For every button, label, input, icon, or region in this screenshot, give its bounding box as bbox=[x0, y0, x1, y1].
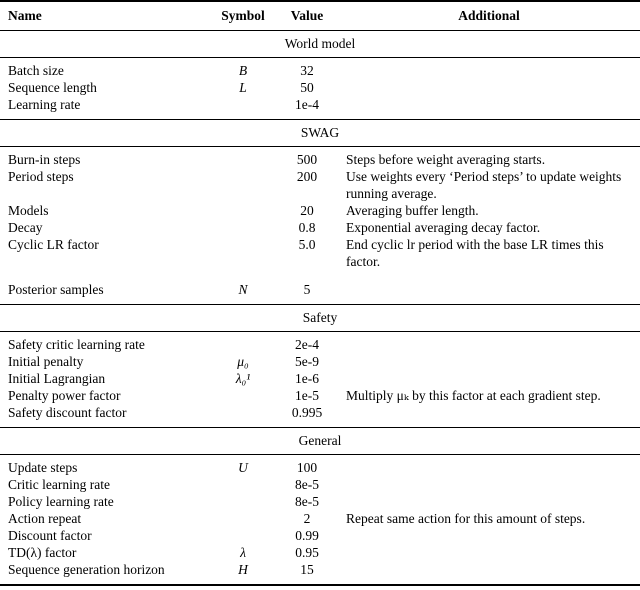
param-name: TD(λ) factor bbox=[8, 545, 77, 560]
param-name: Batch size bbox=[8, 63, 64, 78]
param-value: 1e-5 bbox=[295, 388, 319, 403]
column-gap bbox=[336, 404, 346, 421]
param-value: 200 bbox=[296, 169, 318, 184]
table-row bbox=[0, 219, 640, 236]
param-value: 1e-4 bbox=[295, 97, 319, 112]
param-symbol bbox=[208, 387, 278, 404]
column-gap bbox=[336, 7, 346, 24]
param-symbol bbox=[208, 219, 278, 236]
param-value: 2e-4 bbox=[295, 337, 319, 352]
table-sections bbox=[0, 30, 640, 584]
section-title: SWAG bbox=[0, 119, 640, 147]
param-name: Models bbox=[8, 203, 49, 218]
table-row bbox=[0, 476, 640, 493]
param-symbol: U bbox=[238, 460, 248, 475]
param-name: Update steps bbox=[8, 460, 78, 475]
param-value: 1e-6 bbox=[295, 371, 319, 386]
column-gap bbox=[336, 281, 346, 298]
param-name: Burn-in steps bbox=[8, 152, 81, 167]
param-value: 8e-5 bbox=[295, 477, 319, 492]
param-additional bbox=[346, 62, 632, 79]
param-additional bbox=[346, 79, 632, 96]
column-gap bbox=[336, 527, 346, 544]
table-row bbox=[0, 281, 640, 298]
param-symbol: N bbox=[238, 282, 248, 297]
param-name: Cyclic LR factor bbox=[8, 237, 99, 252]
table-row bbox=[0, 62, 640, 79]
param-additional bbox=[346, 527, 632, 544]
table-row bbox=[0, 493, 640, 510]
column-gap bbox=[336, 493, 346, 510]
param-value: 50 bbox=[300, 80, 314, 95]
param-additional bbox=[346, 493, 632, 510]
param-name: Initial penalty bbox=[8, 354, 84, 369]
column-gap bbox=[336, 236, 346, 270]
column-header-value: Value bbox=[290, 8, 324, 23]
column-gap bbox=[336, 510, 346, 527]
param-additional bbox=[346, 544, 632, 561]
param-symbol: λ₀¹ bbox=[235, 371, 251, 386]
param-value: 0.95 bbox=[295, 545, 319, 560]
section-title: World model bbox=[0, 30, 640, 58]
param-value: 2 bbox=[303, 511, 311, 526]
table-row bbox=[0, 79, 640, 96]
table-row bbox=[0, 151, 640, 168]
section-title: General bbox=[0, 427, 640, 455]
column-gap bbox=[336, 202, 346, 219]
param-additional: Multiply μₖ by this factor at each gradient step. bbox=[346, 388, 601, 403]
param-symbol bbox=[208, 96, 278, 113]
param-value: 15 bbox=[300, 562, 314, 577]
column-gap bbox=[336, 476, 346, 493]
table-row bbox=[0, 544, 640, 561]
param-additional bbox=[346, 476, 632, 493]
column-gap bbox=[336, 219, 346, 236]
param-name: Action repeat bbox=[8, 511, 82, 526]
column-header-symbol: Symbol bbox=[221, 8, 265, 23]
param-value: 500 bbox=[296, 152, 318, 167]
param-symbol bbox=[208, 493, 278, 510]
param-additional: Use weights every ‘Period steps’ to update weights running average. bbox=[346, 169, 622, 201]
table-row bbox=[0, 236, 640, 270]
param-symbol bbox=[208, 151, 278, 168]
param-name: Sequence length bbox=[8, 80, 97, 95]
param-symbol: H bbox=[238, 562, 248, 577]
param-additional bbox=[346, 353, 632, 370]
column-header-additional: Additional bbox=[458, 8, 520, 23]
column-gap bbox=[336, 336, 346, 353]
column-gap bbox=[336, 168, 346, 202]
table-row bbox=[0, 202, 640, 219]
param-value: 0.8 bbox=[298, 220, 316, 235]
table-row bbox=[0, 459, 640, 476]
param-symbol bbox=[208, 202, 278, 219]
param-additional: Averaging buffer length. bbox=[346, 203, 479, 218]
param-value: 100 bbox=[296, 460, 318, 475]
table-row bbox=[0, 96, 640, 113]
param-additional bbox=[346, 281, 632, 298]
table-row bbox=[0, 510, 640, 527]
param-additional bbox=[346, 336, 632, 353]
param-value: 5e-9 bbox=[295, 354, 319, 369]
column-gap bbox=[336, 370, 346, 387]
table-row bbox=[0, 353, 640, 370]
column-header-name: Name bbox=[8, 8, 42, 23]
param-symbol bbox=[208, 527, 278, 544]
param-additional bbox=[346, 561, 632, 578]
param-name: Sequence generation horizon bbox=[8, 562, 165, 577]
param-value: 5.0 bbox=[298, 237, 316, 252]
param-additional bbox=[346, 370, 632, 387]
param-value: 32 bbox=[300, 63, 314, 78]
section-rows bbox=[0, 332, 640, 427]
column-gap bbox=[336, 544, 346, 561]
param-name: Decay bbox=[8, 220, 43, 235]
param-name: Discount factor bbox=[8, 528, 92, 543]
column-gap bbox=[336, 151, 346, 168]
column-gap bbox=[336, 96, 346, 113]
param-name: Critic learning rate bbox=[8, 477, 110, 492]
param-additional bbox=[346, 459, 632, 476]
table-row bbox=[0, 168, 640, 202]
column-gap bbox=[336, 353, 346, 370]
param-name: Safety critic learning rate bbox=[8, 337, 145, 352]
column-gap bbox=[336, 561, 346, 578]
param-symbol bbox=[208, 510, 278, 527]
param-symbol: λ bbox=[240, 545, 246, 560]
param-symbol: L bbox=[239, 80, 247, 95]
param-additional: Steps before weight averaging starts. bbox=[346, 152, 546, 167]
param-name: Learning rate bbox=[8, 97, 81, 112]
param-symbol bbox=[208, 168, 278, 202]
param-value: 20 bbox=[300, 203, 314, 218]
param-symbol bbox=[208, 404, 278, 421]
table-row bbox=[0, 387, 640, 404]
column-gap bbox=[336, 459, 346, 476]
param-symbol bbox=[208, 476, 278, 493]
section-rows bbox=[0, 58, 640, 119]
param-additional bbox=[346, 96, 632, 113]
param-name: Penalty power factor bbox=[8, 388, 121, 403]
table-row bbox=[0, 527, 640, 544]
param-symbol: B bbox=[238, 63, 248, 78]
column-gap bbox=[336, 387, 346, 404]
section-title: Safety bbox=[0, 304, 640, 332]
param-name: Posterior samples bbox=[8, 282, 104, 297]
param-symbol bbox=[208, 236, 278, 270]
param-symbol: μ₀ bbox=[237, 354, 249, 369]
param-name: Safety discount factor bbox=[8, 405, 127, 420]
param-value: 5 bbox=[303, 282, 311, 297]
param-name: Policy learning rate bbox=[8, 494, 114, 509]
section-rows bbox=[0, 455, 640, 584]
column-gap bbox=[336, 62, 346, 79]
param-value: 0.99 bbox=[295, 528, 319, 543]
param-value: 0.995 bbox=[291, 405, 323, 420]
param-name: Initial Lagrangian bbox=[8, 371, 106, 386]
param-additional: End cyclic lr period with the base LR times this factor. bbox=[346, 237, 604, 269]
table-row bbox=[0, 370, 640, 387]
table-row bbox=[0, 336, 640, 353]
param-symbol bbox=[208, 336, 278, 353]
column-gap bbox=[336, 79, 346, 96]
param-name: Period steps bbox=[8, 169, 74, 184]
table-header-row bbox=[0, 2, 640, 30]
param-value: 8e-5 bbox=[295, 494, 319, 509]
param-additional bbox=[346, 404, 632, 421]
table-row bbox=[0, 561, 640, 578]
param-additional: Repeat same action for this amount of steps. bbox=[346, 511, 586, 526]
section-rows bbox=[0, 147, 640, 304]
param-additional: Exponential averaging decay factor. bbox=[346, 220, 541, 235]
table-row bbox=[0, 404, 640, 421]
